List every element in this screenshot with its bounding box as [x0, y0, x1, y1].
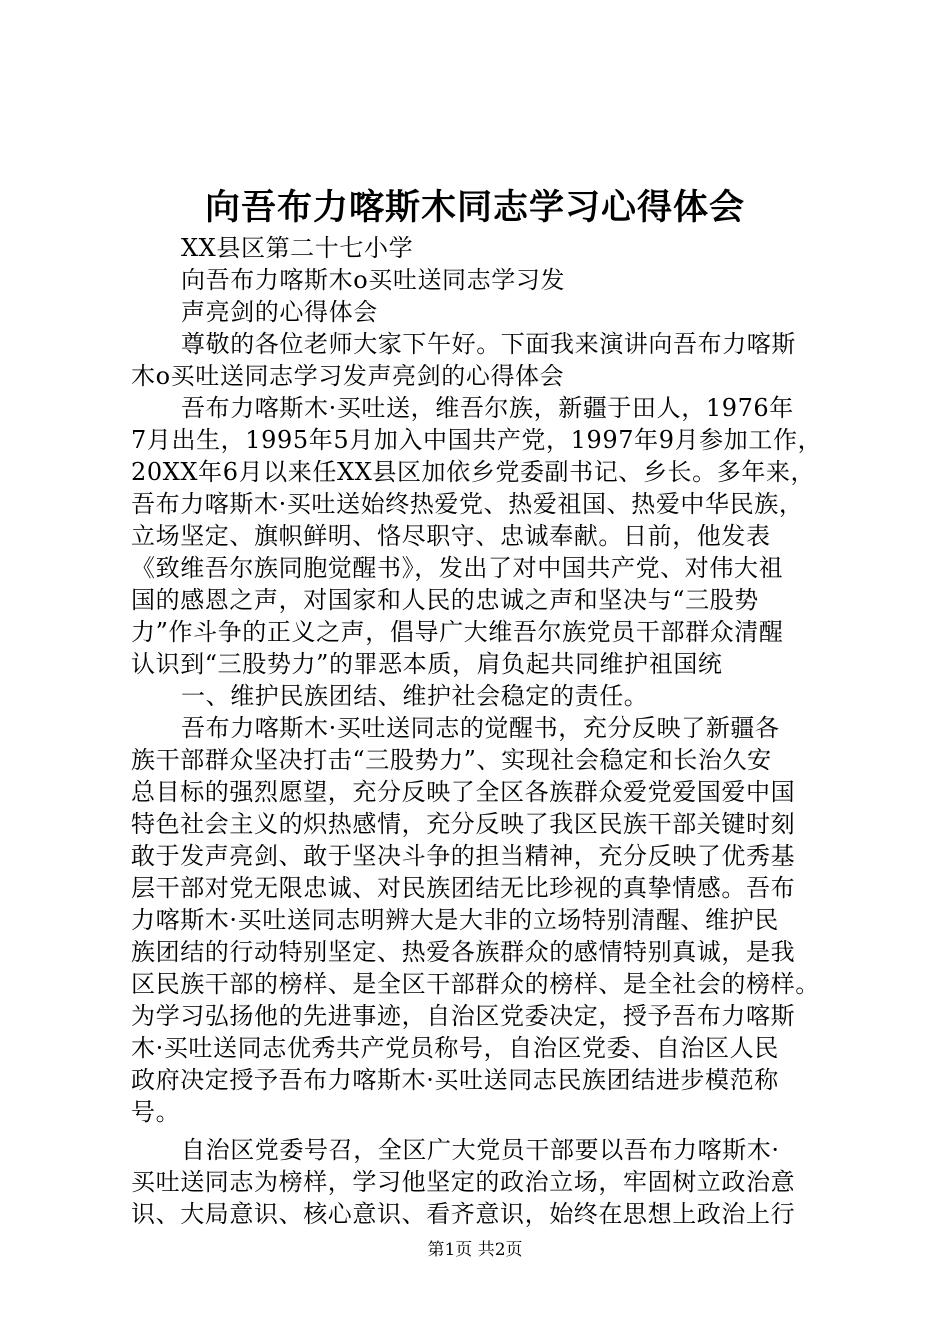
text-line: 声亮剑的心得体会	[181, 298, 378, 326]
text-line: 号。	[131, 1098, 181, 1126]
text-line: 识、大局意识、核心意识、看齐意识，始终在思想上政治上行	[131, 1200, 796, 1228]
text-line: 区民族干部的榜样、是全区干部群众的榜样、是全社会的榜样。	[131, 970, 820, 998]
text-line: 敢于发声亮剑、敢于坚决斗争的担当精神，充分反映了优秀基	[131, 842, 796, 870]
text-line: 总目标的强烈愿望，充分反映了全区各族群众爱党爱国爱中国	[131, 778, 796, 806]
text-line: 《致维吾尔族同胞觉醒书》，发出了对中国共产党、对伟大祖	[131, 554, 784, 582]
text-line: 吾布力喀斯木·买吐送同志的觉醒书，充分反映了新疆各	[181, 714, 780, 742]
text-line: 木o买吐送同志学习发声亮剑的心得体会	[131, 362, 565, 390]
text-line: 7月出生，1995年5月加入中国共产党，1997年9月参加工作，	[131, 426, 823, 454]
text-line: 力喀斯木·买吐送同志明辨大是大非的立场特别清醒、维护民	[131, 906, 779, 934]
page-footer: 第1页 共2页	[427, 1240, 523, 1260]
document-title: 向吾布力喀斯木同志学习心得体会	[204, 187, 745, 228]
text-line: 国的感恩之声，对国家和人民的忠诚之声和坚决与“三股势	[131, 586, 759, 614]
text-line: 层干部对党无限忠诚、对民族团结无比珍视的真挚情感。吾布	[131, 874, 796, 902]
text-line: 特色社会主义的炽热感情，充分反映了我区民族干部关键时刻	[131, 810, 796, 838]
text-line: 族团结的行动特别坚定、热爱各族群众的感情特别真诚，是我	[131, 938, 796, 966]
text-line: XX县区第二十七小学	[181, 234, 414, 262]
text-line: 向吾布力喀斯木o买吐送同志学习发	[181, 266, 566, 294]
text-line: 为学习弘扬他的先进事迹，自治区党委决定，授予吾布力喀斯	[131, 1002, 796, 1030]
text-line: 20XX年6月以来任XX县区加依乡党委副书记、乡长。多年来，	[131, 458, 816, 486]
text-line: 一、维护民族团结、维护社会稳定的责任。	[181, 682, 649, 710]
text-line: 政府决定授予吾布力喀斯木·买吐送同志民族团结进步模范称	[131, 1066, 779, 1094]
document-body	[131, 232, 831, 1230]
text-line: 认识到“三股势力”的罪恶本质，肩负起共同维护祖国统	[131, 650, 723, 678]
text-line: 吾布力喀斯木·买吐送，维吾尔族，新疆于田人，1976年	[181, 394, 794, 422]
text-line: 吾布力喀斯木·买吐送始终热爱党、热爱祖国、热爱中华民族，	[131, 490, 804, 518]
text-line: 力”作斗争的正义之声，倡导广大维吾尔族党员干部群众清醒	[131, 618, 784, 646]
text-line: 族干部群众坚决打击“三股势力”、实现社会稳定和长治久安	[131, 746, 772, 774]
text-line: 自治区党委号召，全区广大党员干部要以吾布力喀斯木·	[181, 1136, 780, 1164]
text-line: 买吐送同志为榜样，学习他坚定的政治立场，牢固树立政治意	[131, 1168, 796, 1196]
text-line: 尊敬的各位老师大家下午好。下面我来演讲向吾布力喀斯	[181, 330, 796, 358]
text-line: 立场坚定、旗帜鲜明、恪尽职守、忠诚奉献。日前，他发表	[131, 522, 771, 550]
text-line: 木·买吐送同志优秀共产党员称号，自治区党委、自治区人民	[131, 1034, 779, 1062]
